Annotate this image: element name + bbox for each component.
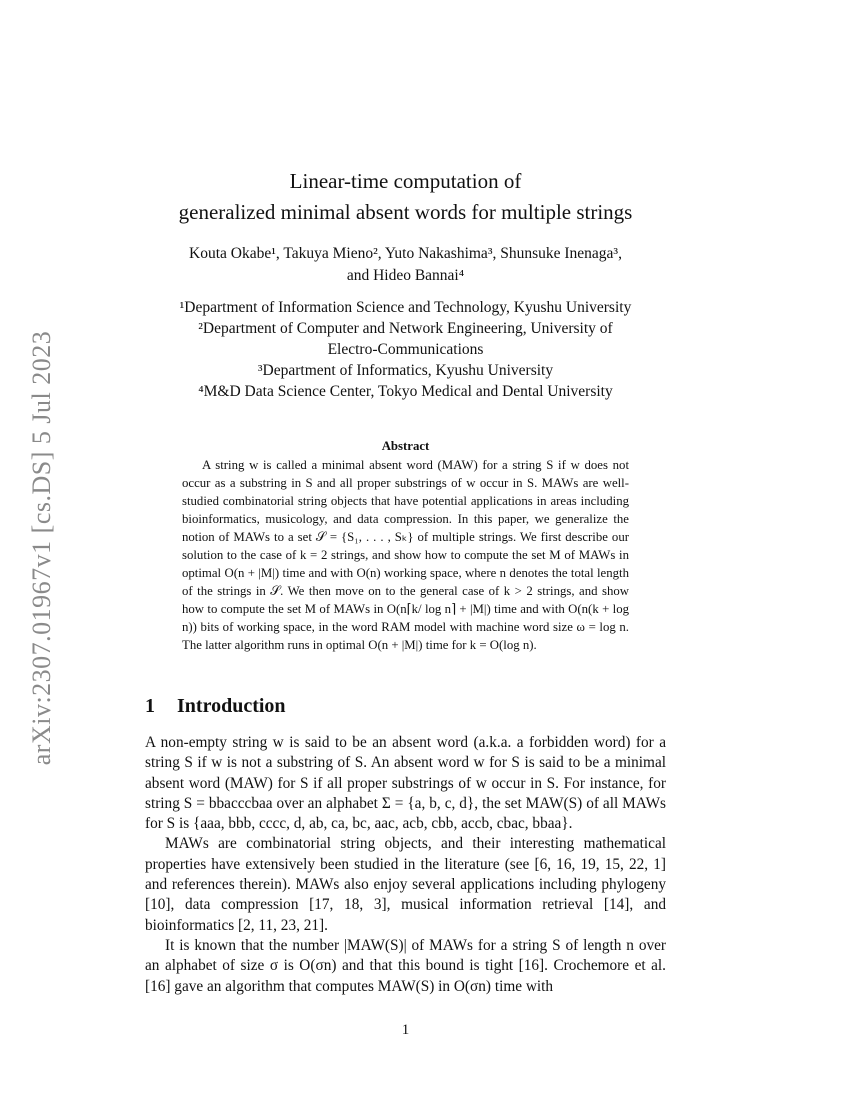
affiliation-3: ³Department of Informatics, Kyushu University [257, 362, 554, 379]
affiliation-2: ²Department of Computer and Network Engineering, University of [198, 320, 613, 337]
affiliation-2-cont: Electro-Communications [327, 341, 484, 358]
introduction-body [145, 733, 666, 997]
author-list [145, 243, 666, 287]
section-title: Introduction [177, 695, 286, 717]
authors-line-2: and Hideo Bannai⁴ [346, 267, 465, 284]
title-line-2: generalized minimal absent words for multiple strings [178, 200, 633, 224]
section-number: 1 [145, 695, 155, 717]
body-paragraph: It is known that the number |MAW(S)| of MAWs for a string S of length n over an alphabet of size σ is O(σn) and that this bound is tight [16]. Crochemore et al. [16] gave an algorithm that computes MAW(S) in O(σn) time with [145, 936, 666, 995]
affiliation-4: ⁴M&D Data Science Center, Tokyo Medical and Dental University [198, 383, 613, 400]
section-heading [145, 695, 286, 718]
page-number: 1 [401, 1022, 410, 1038]
affiliation-list [145, 297, 666, 402]
authors-line-1: Kouta Okabe¹, Takuya Mieno², Yuto Nakashima³, Shunsuke Inenaga³, [189, 245, 622, 262]
arxiv-sidebar [0, 0, 60, 1100]
arxiv-identifier: arXiv:2307.01967v1 [cs.DS] 5 Jul 2023 [27, 330, 56, 766]
abstract-heading: Abstract [381, 439, 430, 453]
title-line-1: Linear-time computation of [289, 169, 522, 193]
affiliation-1: ¹Department of Information Science and Technology, Kyushu University [179, 299, 632, 316]
paper-title [145, 166, 666, 228]
body-paragraph: A non-empty string w is said to be an absent word (a.k.a. a forbidden word) for a string S if w is not a substring of S. An absent word w for S is said to be a minimal absent word (MAW) for S if all proper substrings of w occur in S. For instance, for string S = bbacccbaa over an alphabet Σ = {a, b, c, d}, the set MAW(S) of all MAWs for S is {aaa, bbb, cccc, d, ab, ca, bc, aac, acb, cbb, accb, cbac, bbaa}. [145, 734, 666, 833]
abstract-block [182, 437, 629, 654]
body-paragraph: MAWs are combinatorial string objects, and their interesting mathematical properties have extensively been studied in the literature (see [6, 16, 19, 15, 22, 1] and references therein). MAWs also enjoy several applications including phylogeny [10], data compression [17, 18, 3], musical information retrieval [14], and bioinformatics [2, 11, 23, 21]. [145, 835, 666, 934]
abstract-text: A string w is called a minimal absent word (MAW) for a string S if w does not occur as a substring in S and all proper substrings of w occur in S. MAWs are well-studied combinatorial string objects that have potential applications in areas including bioinformatics, musicology, and data compression. In this paper, we generalize the notion of MAWs to a set 𝒮 = {S₁, . . . , Sₖ} of multiple strings. We first describe our solution to the case of k = 2 strings, and show how to compute the set M of MAWs in optimal O(n + |M|) time and with O(n) working space, where n denotes the total length of the strings in 𝒮. We then move on to the general case of k > 2 strings, and show how to compute the set M of MAWs in O(n⌈k/ log n⌉ + |M|) time and with O(n(k + log n)) bits of working space, in the word RAM model with machine word size ω = log n. The latter algorithm runs in optimal O(n + |M|) time for k = O(log n). [182, 458, 629, 652]
